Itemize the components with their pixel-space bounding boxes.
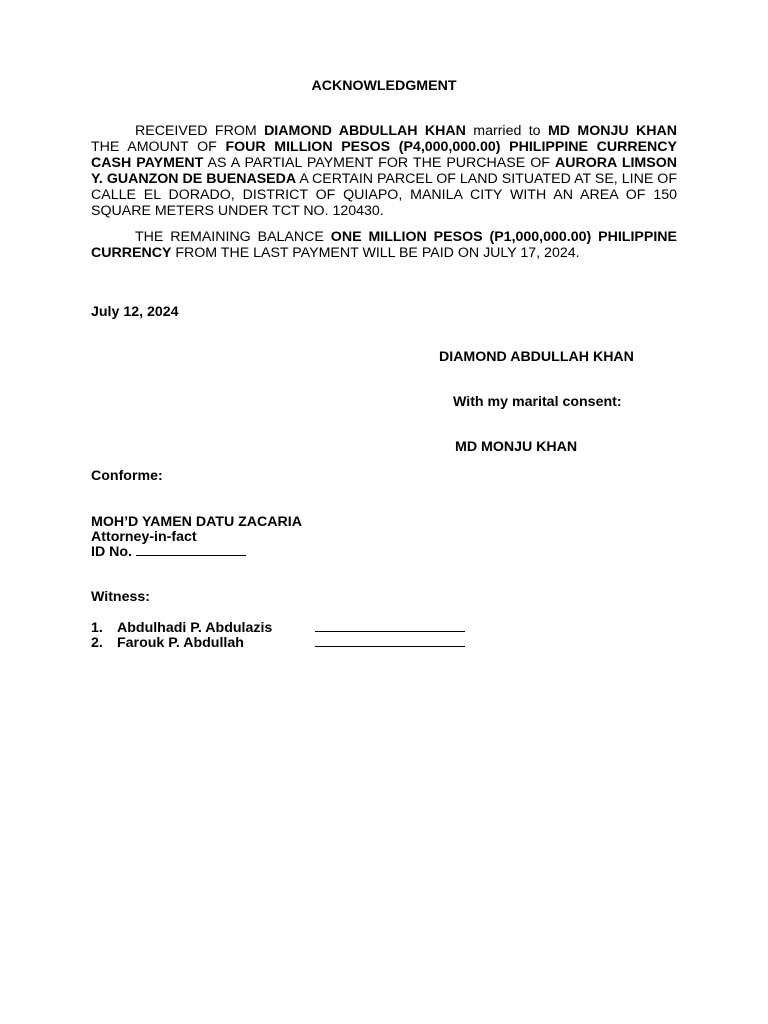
witness-signature-line [315, 620, 465, 632]
text-run: married to [465, 123, 548, 139]
bold-text-run: MD MONJU KHAN [547, 123, 677, 139]
document-title: ACKNOWLEDGMENT [311, 78, 457, 94]
id-number-label: ID No. [91, 544, 132, 560]
text-run: RECEIVED FROM [135, 123, 265, 139]
text-run: THE REMAINING BALANCE [135, 229, 331, 245]
bold-text-run: FOUR MILLION PESOS (P4,000,000.00) PHILIPPINE CURRENCY CASH PAYMENT [91, 139, 678, 171]
text-run: A CERTAIN PARCEL OF LAND SITUATED AT SE, LINE OF CALLE EL DORADO, DISTRICT OF QUIAPO, MANILA CITY WITH AN AREA OF 150 SQUARE METERS UNDER TCT NO. 120430. [91, 171, 677, 219]
marital-consent-label: With my marital consent: [453, 394, 622, 410]
bold-text-run: ONE MILLION PESOS (P1,000,000.00) PHILIPPINE CURRENCY [91, 229, 677, 261]
witness-row [91, 635, 465, 651]
balance-paragraph [91, 229, 677, 261]
witness-number: 1. [91, 620, 103, 636]
document-date: July 12, 2024 [91, 304, 179, 320]
bold-text-run: AURORA LIMSON Y. GUANZON DE BUENASEDA [91, 155, 677, 187]
bold-text-run: DIAMOND ABDULLAH KHAN [264, 123, 466, 139]
id-number-field [91, 544, 246, 560]
witness-name: Abdulhadi P. Abdulazis [117, 620, 273, 636]
witness-signature-line [315, 635, 465, 647]
attorney-role: Attorney-in-fact [91, 529, 197, 545]
spouse-name: MD MONJU KHAN [455, 439, 578, 455]
witness-row [91, 620, 465, 636]
text-run: AS A PARTIAL PAYMENT FOR THE PURCHASE OF [203, 155, 556, 171]
balance-paragraph-text [91, 229, 677, 261]
witness-name: Farouk P. Abdullah [117, 635, 244, 651]
signatory-name: DIAMOND ABDULLAH KHAN [439, 349, 634, 365]
receipt-paragraph [91, 123, 677, 219]
receipt-paragraph-text [91, 123, 677, 219]
id-number-blank-line [136, 544, 246, 556]
witness-label: Witness: [91, 589, 150, 605]
conforme-label: Conforme: [91, 468, 163, 484]
text-run: FROM THE LAST PAYMENT WILL BE PAID ON JULY 17, 2024. [171, 245, 580, 261]
text-run: THE AMOUNT OF [91, 139, 226, 155]
attorney-name: MOH’D YAMEN DATU ZACARIA [91, 514, 302, 530]
witness-number: 2. [91, 635, 103, 651]
